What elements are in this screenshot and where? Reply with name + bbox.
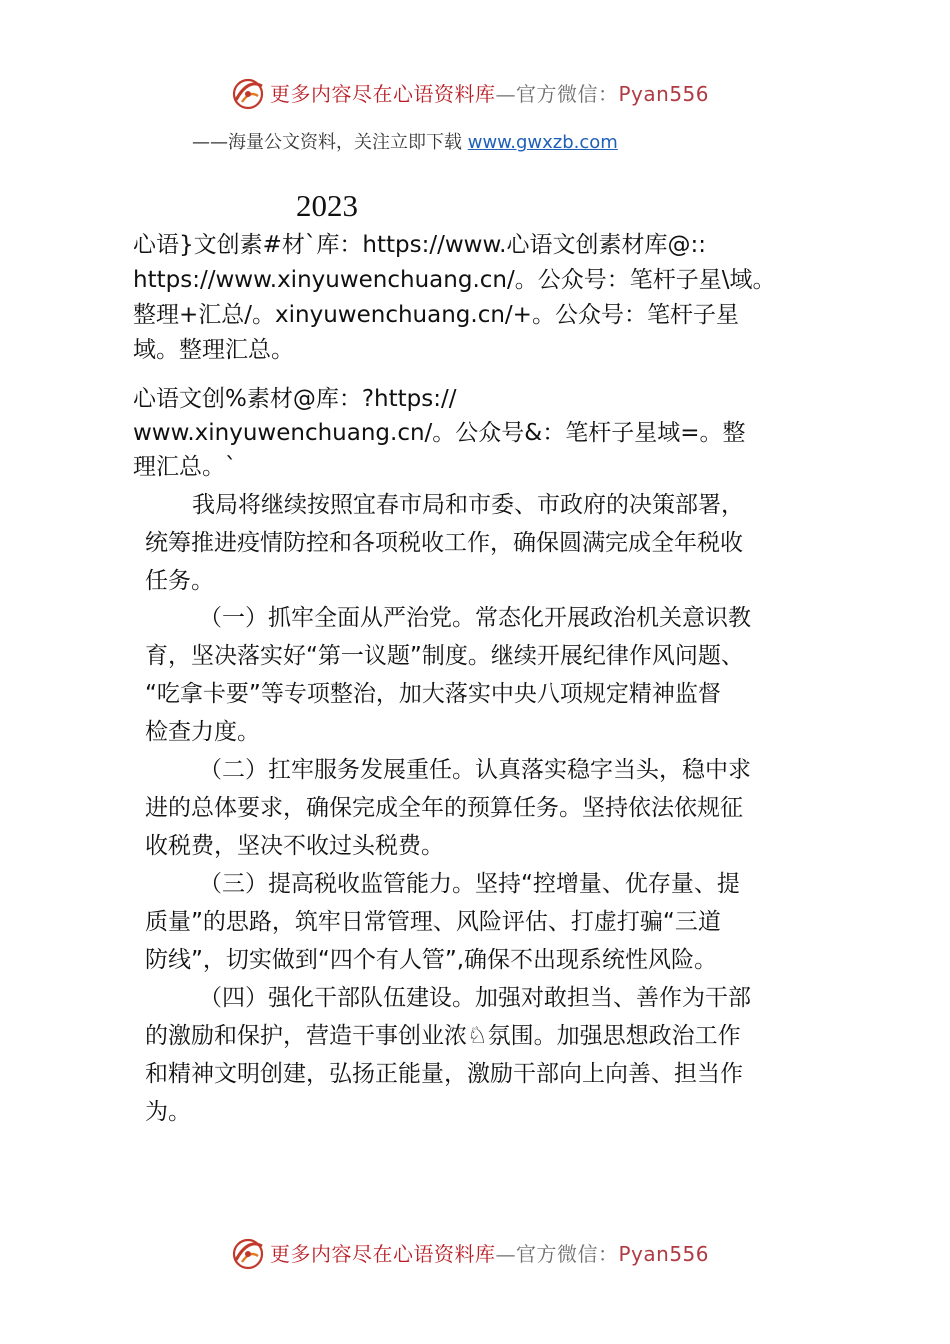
header-subtitle — [192, 128, 618, 154]
section-4 — [145, 979, 751, 1131]
text-line: 和精神文明创建，弘扬正能量，激励干部向上向善、担当作 — [145, 1061, 743, 1087]
section-3-heading: （三）提高税收监管能力。 — [199, 871, 475, 897]
text-line: 进的总体要求，确保完成全年的预算任务。坚持依法依规征 — [145, 795, 743, 821]
section-2-text: 认真落实稳字当头，稳中求 — [475, 757, 751, 783]
text-line: https://www.xinyuwenchuang.cn/。公众号：笔杆子星\域。 — [133, 267, 776, 293]
text-line: 防线”，切实做到“四个有人管”,确保不出现系统性风险。 — [145, 947, 718, 973]
banner-red-text: 更多内容尽在心语资料库 — [270, 1241, 496, 1266]
text-line: 我局将继续按照宜春市局和市委、市政府的决策部署， — [192, 492, 744, 518]
text-line: 为。 — [145, 1099, 191, 1125]
subtitle-text: ——海量公文资料，关注立即下载 — [192, 132, 468, 153]
header-banner-text — [270, 78, 709, 107]
brand-logo-icon — [228, 72, 268, 112]
text-line: 育，坚决落实好“第一议题”制度。继续开展纪律作风问题、 — [145, 643, 744, 669]
brand-logo-icon — [228, 1232, 268, 1272]
section-3-text: 坚持“控增量、优存量、提 — [475, 871, 740, 897]
watermark-paragraph-2 — [133, 382, 746, 484]
banner-wechat-id: Pyan556 — [618, 81, 710, 106]
text-line: 收税费，坚决不收过头税费。 — [145, 833, 444, 859]
text-line — [145, 865, 740, 903]
text-line: 统筹推进疫情防控和各项税收工作，确保圆满完成全年税收 — [145, 530, 743, 556]
section-2 — [145, 751, 751, 865]
footer-banner — [228, 1232, 748, 1272]
text-line: 整理+汇总/。xinyuwenchuang.cn/+。公众号：笔杆子星 — [133, 302, 739, 328]
section-1-text: 常态化开展政治机关意识教 — [475, 605, 751, 631]
text-line: www.xinyuwenchuang.cn/。公众号&：笔杆子星域=。整 — [133, 420, 746, 446]
banner-gray-text: —官方微信： — [495, 1241, 619, 1266]
document-year: 2023 — [296, 188, 358, 223]
text-line — [145, 751, 751, 789]
text-line — [145, 979, 751, 1017]
text-line: 心语}文创素#材`库：https://www.心语文创素材库@:: — [133, 232, 706, 258]
text-line: 检查力度。 — [145, 719, 260, 745]
text-line — [145, 599, 751, 637]
section-4-text: 加强对敢担当、善作为干部 — [475, 985, 751, 1011]
banner-gray-text: —官方微信： — [495, 81, 619, 106]
text-line: “吃拿卡要”等专项整治，加大落实中央八项规定精神监督 — [145, 681, 721, 707]
banner-red-text: 更多内容尽在心语资料库 — [270, 81, 496, 106]
watermark-paragraph-1 — [133, 228, 775, 368]
subtitle-link[interactable]: www.gwxzb.com — [467, 132, 618, 153]
section-3 — [145, 865, 740, 979]
text-line: 域。整理汇总。 — [133, 337, 294, 363]
section-1 — [145, 599, 751, 751]
text-line: 理汇总。` — [133, 454, 237, 480]
text-line: 质量”的思路，筑牢日常管理、风险评估、打虚打骗“三道 — [145, 909, 721, 935]
intro-paragraph — [145, 486, 744, 600]
section-2-heading: （二）扛牢服务发展重任。 — [199, 757, 475, 783]
section-1-heading: （一）抓牢全面从严治党。 — [199, 605, 475, 631]
text-line: 的激励和保护，营造干事创业浓♘氛围。加强思想政治工作 — [145, 1023, 741, 1049]
text-line: 心语文创%素材@库：?https:// — [133, 386, 457, 412]
banner-wechat-id: Pyan556 — [618, 1241, 710, 1266]
section-4-heading: （四）强化干部队伍建设。 — [199, 985, 475, 1011]
text-line: 任务。 — [145, 568, 214, 594]
footer-banner-text — [270, 1238, 709, 1267]
header-banner — [228, 72, 748, 112]
